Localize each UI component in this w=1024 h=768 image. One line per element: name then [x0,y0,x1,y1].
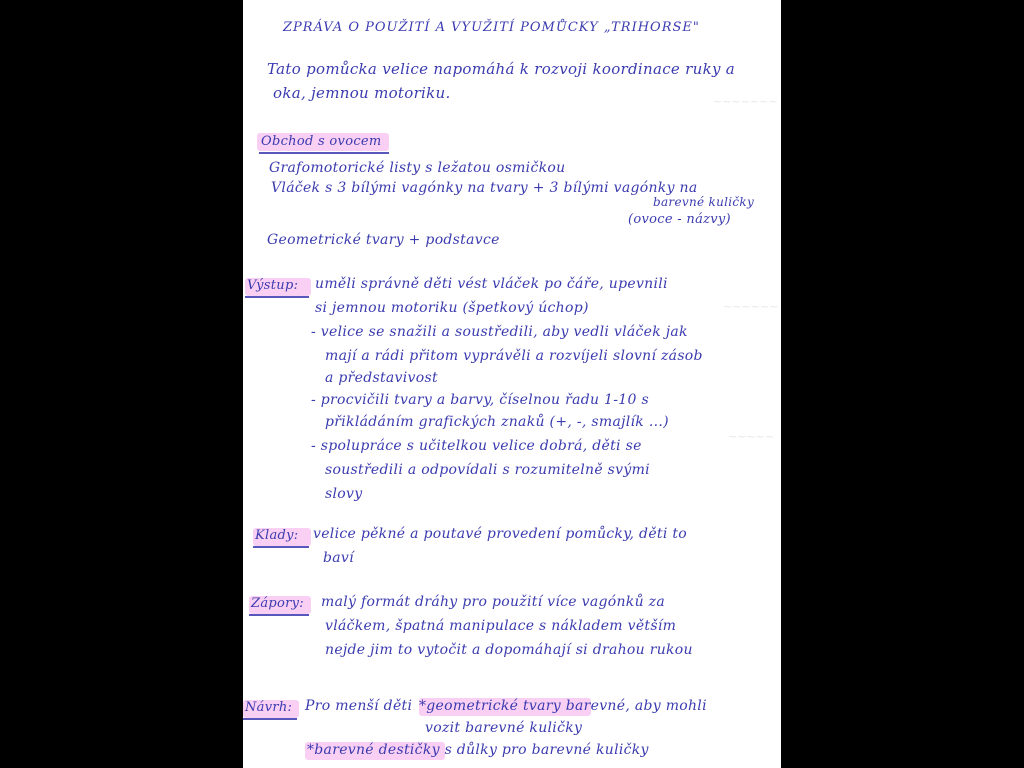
section-heading-navrh: Návrh: [245,700,293,715]
section-heading-obchod: Obchod s ovocem [261,134,382,149]
section-heading-zapory: Zápory: [251,596,304,611]
vystup-line-1: uměli správně děti vést vláček po čáře, upevnili [315,276,668,292]
obchod-line-3: barevné kuličky [653,195,755,209]
heading-underline [249,614,309,616]
zapory-line-1: malý formát dráhy pro použití více vagónků za [321,594,665,610]
vystup-line-8: - spolupráce s učitelkou velice dobrá, děti se [311,438,642,454]
vystup-line-10: slovy [325,486,363,502]
vystup-line-7: přikládáním grafických znaků (+, -, smajlík ...) [325,414,669,430]
intro-line-2: oka, jemnou motoriku. [273,84,451,102]
vystup-line-2: si jemnou motoriku (špetkový úchop) [315,300,589,316]
vystup-line-6: - procvičili tvary a barvy, číselnou řadu 1-10 s [311,392,649,408]
vystup-line-4: mají a rádi přitom vyprávěli a rozvíjeli slovní zásob [325,348,703,364]
zapory-line-3: nejde jim to vytočit a dopomáhají si drahou rukou [325,642,693,658]
klady-line-1: velice pěkné a poutavé provedení pomůcky, děti to [313,526,688,542]
heading-underline [245,296,309,298]
handwritten-page [243,0,781,768]
heading-underline [243,718,297,720]
obchod-line-1: Grafomotorické listy s ležatou osmičkou [269,160,566,176]
vystup-line-3: - velice se snažili a soustředili, aby vedli vláček jak [311,324,688,340]
heading-underline [259,152,389,154]
vystup-line-9: soustředili a odpovídali s rozumitelně svými [325,462,650,478]
bleed-through-mark: ~~~~~~~ [713,95,778,108]
navrh-line-3: *barevné destičky s důlky pro barevné kuličky [307,742,649,758]
zapory-line-2: vláčkem, špatná manipulace s nákladem větším [325,618,677,634]
intro-line-1: Tato pomůcka velice napomáhá k rozvoji koordinace ruky a [267,60,736,78]
vystup-line-5: a představivost [325,370,438,386]
navrh-line-1: *geometrické tvary barevné, aby mohli [419,698,707,714]
document-title: ZPRÁVA O POUŽITÍ A VYUŽITÍ POMŮCKY „TRIHORSE" [283,20,700,35]
bleed-through-mark: ~~~~~ [728,430,775,443]
bleed-through-mark: ~~~~~~ [723,300,779,313]
navrh-lead: Pro menší děti [305,698,413,714]
heading-underline [253,546,309,548]
section-heading-klady: Klady: [255,528,299,543]
obchod-line-5: Geometrické tvary + podstavce [267,232,500,248]
obchod-line-4: (ovoce - názvy) [628,212,731,227]
section-heading-vystup: Výstup: [247,278,299,293]
klady-line-2: baví [323,550,354,566]
obchod-line-2: Vláček s 3 bílými vagónky na tvary + 3 bílými vagónky na [271,180,698,196]
navrh-line-2: vozit barevné kuličky [425,720,583,736]
